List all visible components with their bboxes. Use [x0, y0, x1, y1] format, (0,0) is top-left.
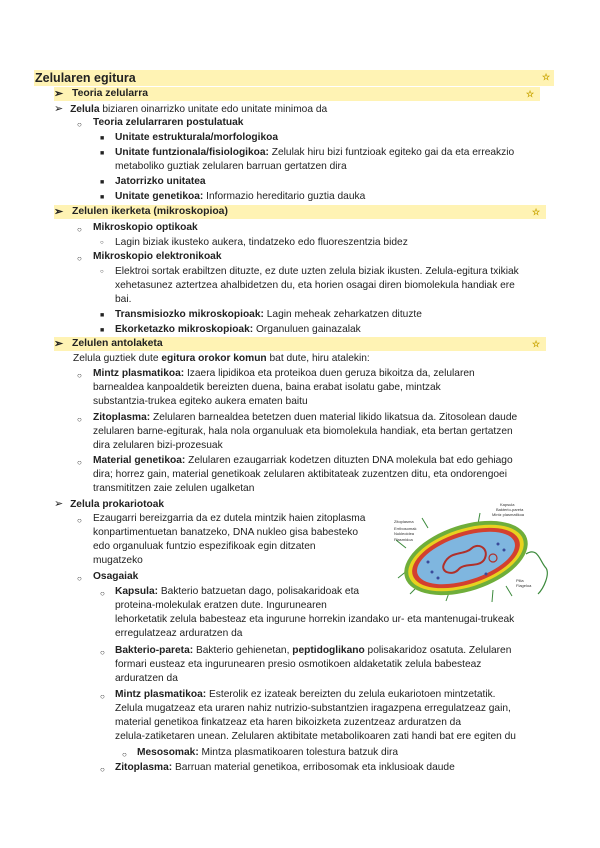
proka-zito-label: Zitoplasma: — [115, 762, 173, 773]
circle-bullet-icon: ○ — [77, 225, 82, 234]
postulatu-4-label: Unitate genetikoa: — [115, 191, 204, 202]
arrow-bullet-icon: ➢ — [54, 338, 64, 350]
square-bullet-icon: ■ — [100, 150, 105, 157]
transmisio-text: Lagin meheak zeharkatzen dituzte — [263, 309, 422, 320]
fig-label-plasmidoa: Plasmidoa — [394, 537, 413, 542]
postulatu-2-cont: metaboliko guztiak zelularen barruan gertatzen dira — [115, 161, 347, 172]
proka-mintz-text-3: material genetikoa finkatzeaz eta haren bikoizketa zuzentzeaz arduratzen da — [115, 717, 462, 728]
arrow-bullet-icon: ➢ — [54, 498, 64, 510]
square-bullet-icon: ■ — [100, 135, 105, 142]
fig-label-nukleoidea: Nukleoidea — [394, 531, 415, 536]
star-icon[interactable]: ☆ — [532, 207, 541, 217]
postulatu-2-text: Zelulak hiru bizi funtzioak egiteko gai da eta erreakzio — [268, 147, 515, 158]
square-bullet-icon: ■ — [100, 312, 105, 319]
gen-text-1: Zelularen ezaugarriak kodetzen dituzten DNA molekula bat edo gehiago — [185, 455, 513, 466]
proka-mintz-label: Mintz plasmatikoa: — [115, 689, 207, 700]
circle-bullet-icon: ○ — [77, 254, 82, 263]
postulatu-3-text: Jatorrizko unitatea — [115, 176, 206, 187]
postulatu-3 — [115, 175, 206, 189]
heading-antolaketa-label: Zelulen antolaketa — [72, 338, 163, 349]
kapsula-text-2: proteina-molekulak eratzen dute. Ingurunearen — [115, 600, 327, 611]
circle-bullet-icon: ○ — [122, 750, 127, 759]
proka-desc-2: konpartimentuetan banatzeko, DNA nukleo gisa babesteko — [93, 527, 359, 538]
heading-teoria — [54, 87, 540, 101]
intro-b: bat dute, hiru atalekin: — [266, 353, 370, 364]
optikoa-label: Mikroskopio optikoak — [93, 222, 198, 233]
zito-text-3: dira zelularen bizi-prozesuak — [93, 440, 223, 451]
zito-text-1: Zelularen barnealdea betetzen duen material likido likatsua da. Zitosolean daude — [150, 412, 518, 423]
pareta-text-a: Bakterio gehienetan, — [193, 645, 293, 656]
kapsula-text-3: lehorketatik zelula babesteaz eta ingurune horrekin izandako ur- eta mantenugai-trukeak — [115, 614, 515, 625]
transmisio-item — [115, 308, 422, 322]
osagaiak-title — [93, 570, 138, 584]
heading-prokariotoak — [54, 497, 164, 512]
proka-desc-4: mugatzeko — [93, 555, 143, 566]
postulatu-4 — [115, 190, 365, 204]
circle-bullet-icon: ○ — [100, 692, 105, 701]
pareta-bold2: peptidoglikano — [292, 645, 365, 656]
star-icon[interactable]: ☆ — [532, 339, 541, 349]
zito-item — [93, 411, 517, 425]
postulatuak-title — [93, 116, 243, 130]
elektronikoa-desc-1: Elektroi sortak erabiltzen dituzte, ez dute uzten zelula biziak ikusten. Zelula-egitura txikiak — [115, 266, 519, 277]
square-bullet-icon: ■ — [100, 327, 105, 334]
heading-ikerketa-label: Zelulen ikerketa (mikroskopioa) — [72, 206, 228, 217]
circle-bullet-icon: ○ — [77, 371, 82, 380]
circle-bullet-icon: ○ — [100, 240, 104, 246]
circle-bullet-icon: ○ — [77, 574, 82, 583]
proka-mintz-text-4: zelula-zatiketaren unean. Zelularen aktibitate metabolikoaren zati handi bat ere egiten du — [115, 731, 516, 742]
mesosoma-text: Mintza plasmatikoaren tolestura batzuk dira — [198, 747, 399, 758]
heading-ikerketa — [54, 205, 546, 219]
zelula-definition — [54, 102, 327, 117]
zito-text-2: zelularen barne-egiturak, hala nola organuluak eta biomolekula handiak, eta bertan gertatzen — [93, 426, 513, 437]
circle-bullet-icon: ○ — [77, 120, 82, 129]
proka-mintz-item — [115, 688, 496, 702]
circle-bullet-icon: ○ — [77, 458, 82, 467]
mesosoma-item — [137, 746, 398, 760]
star-icon[interactable]: ☆ — [542, 72, 551, 82]
proka-zito-item — [115, 761, 455, 775]
circle-bullet-icon: ○ — [100, 765, 105, 774]
intro-a: Zelula guztiek dute — [73, 353, 162, 364]
kapsula-label: Kapsula: — [115, 586, 159, 597]
fig-label-flageloa: Flageloa — [516, 583, 532, 588]
bacteria-diagram — [388, 498, 554, 608]
fig-label-erribosomak: Erribosomak — [394, 526, 417, 531]
page-title: Zelularen egitura — [35, 71, 136, 85]
square-bullet-icon: ■ — [100, 179, 105, 186]
elektronikoa-desc-2: xehetasunez aztertzea ahalbidetzen du, eta horien osagai diren biomolekula handiak ere — [115, 280, 515, 291]
arrow-bullet-icon: ➢ — [54, 88, 64, 100]
antolaketa-intro — [73, 352, 370, 366]
zito-label: Zitoplasma: — [93, 412, 151, 423]
kapsula-text-4: erregulatzeaz arduratzen da — [115, 628, 243, 639]
proka-zito-text: Barruan material genetikoa, erribosomak eta inklusioak daude — [172, 762, 455, 773]
intro-bold: egitura orokor komun — [161, 353, 267, 364]
kapsula-item — [115, 585, 359, 599]
circle-bullet-icon: ○ — [100, 589, 105, 598]
mintz-text-1: Izaera lipidikoa eta proteikoa duen geruza bikoitza da, zelularen — [184, 368, 475, 379]
arrow-bullet-icon: ➢ — [54, 206, 64, 218]
mintz-label: Mintz plasmatikoa: — [93, 368, 185, 379]
pareta-text-b: polisakaridoz osatuta. Zelularen — [364, 645, 512, 656]
circle-bullet-icon: ○ — [100, 269, 104, 275]
gen-text-3: transmititzen zaie zelulen ugalketan — [93, 483, 255, 494]
elektronikoa-desc-3: bai. — [115, 294, 132, 305]
fig-label-pareta: Bakterio-pareta — [496, 507, 524, 512]
pareta-text-3: arduratzen da — [115, 673, 178, 684]
heading-prokariotoak-label: Zelula prokariotoak — [70, 499, 165, 510]
mintz-text-2: barnealdea kanpoaldetik bereizten duena, baina erabat isolatu gabe, mintzak — [93, 382, 441, 393]
ekorketa-text: Organuluen gainazalak — [253, 324, 361, 335]
postulatu-1-text: Unitate estrukturala/morfologikoa — [115, 132, 279, 143]
optikoa-desc: Lagin biziak ikusteko aukera, tindatzeko edo fluoreszentzia bidez — [115, 237, 408, 248]
proka-desc-3: edo organuluak funtzio espezifikoak egin ditzaten — [93, 541, 316, 552]
transmisio-label: Transmisiozko mikroskopioak: — [115, 309, 264, 320]
pareta-item — [115, 644, 511, 658]
elektronikoa-title — [93, 250, 222, 264]
postulatu-1 — [115, 131, 278, 145]
pareta-text-2: formari eusteaz eta ingurunearen presio osmotikoen aldaketatik zelula babesteaz — [115, 659, 482, 670]
fig-label-zitoplasma: Zitoplasma — [394, 519, 414, 524]
osagaiak-label: Osagaiak — [93, 571, 139, 582]
star-icon[interactable]: ☆ — [526, 89, 535, 99]
pareta-label: Bakterio-pareta: — [115, 645, 194, 656]
heading-antolaketa — [54, 337, 546, 351]
postulatu-4-text: Informazio hereditario guztia dauka — [203, 191, 366, 202]
elektronikoa-label: Mikroskopio elektronikoak — [93, 251, 222, 262]
postulatu-2 — [115, 146, 514, 160]
mesosoma-label: Mesosomak: — [137, 747, 199, 758]
postulatuak-label: Teoria zelularraren postulatuak — [93, 117, 244, 128]
proka-mintz-text-1: Esterolik ez izateak bereizten du zelula eukariotoen mintzetatik. — [206, 689, 496, 700]
zelula-text: biziaren oinarrizko unitate edo unitate minimoa da — [99, 104, 328, 115]
kapsula-text-1: Bakterio batzuetan dago, polisakaridoak eta — [158, 586, 360, 597]
circle-bullet-icon: ○ — [100, 648, 105, 657]
postulatu-2-label: Unitate funtzionala/fisiologikoa: — [115, 147, 269, 158]
circle-bullet-icon: ○ — [77, 415, 82, 424]
heading-teoria-label: Teoria zelularra — [72, 88, 149, 99]
fig-label-pilia: Pilia — [516, 578, 524, 583]
square-bullet-icon: ■ — [100, 194, 105, 201]
optikoa-title — [93, 221, 198, 235]
arrow-bullet-icon: ➢ — [54, 103, 64, 115]
section-title-bar — [34, 70, 554, 86]
circle-bullet-icon: ○ — [77, 516, 82, 525]
ekorketa-label: Ekorketazko mikroskopioak: — [115, 324, 254, 335]
gen-text-2: dira; horrez gain, material genetikoak zelularen aktibitateak zuzentzen ditu, eta ondorengoei — [93, 469, 507, 480]
gen-item — [93, 454, 513, 468]
zelula-label: Zelula — [70, 104, 100, 115]
gen-label: Material genetikoa: — [93, 455, 186, 466]
mintz-text-3: substantzia-trukea egiteko aukera ematen baitu — [93, 396, 308, 407]
proka-mintz-text-2: Zelula mugatzeaz eta uraren nahiz nutrizio-substantzien iragazpena erregulatzeaz gain, — [115, 703, 511, 714]
fig-label-mintz: Mintz plasmatikoa — [492, 512, 525, 517]
mintz-item — [93, 367, 475, 381]
ekorketa-item — [115, 323, 361, 337]
proka-desc-1: Ezaugarri bereizgarria da ez dutela mintzik haien zitoplasma — [93, 513, 366, 524]
fig-label-kapsula: Kapsula — [500, 502, 515, 507]
